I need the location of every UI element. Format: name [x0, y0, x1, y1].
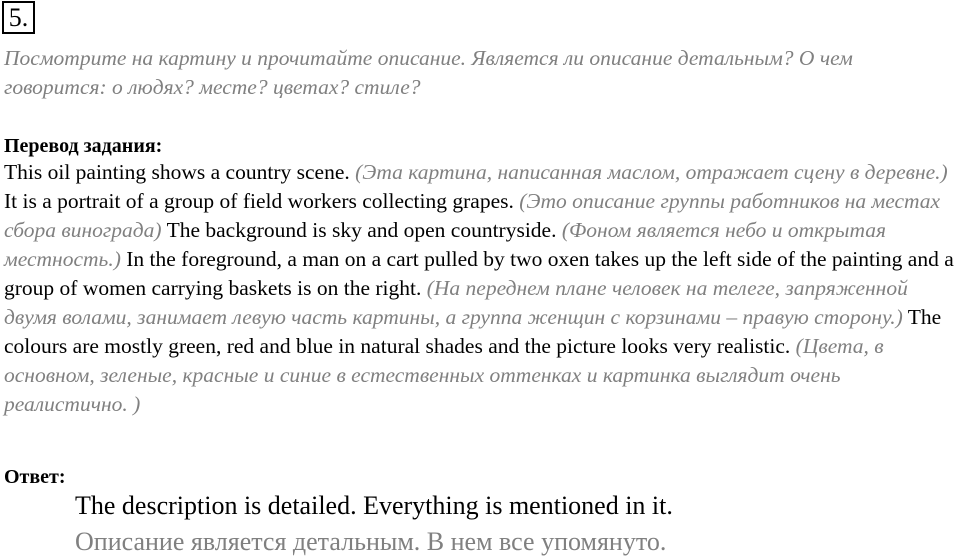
- translation-ru-4: (На переднем плане человек на телеге, запряженной двумя волами, занимает левую часть картины, а группа женщин с корзинами – правую сторону.): [4, 276, 908, 329]
- translation-en-1: This oil painting shows a country scene.: [4, 160, 356, 184]
- translation-en-2: It is a portrait of a group of field workers collecting grapes.: [4, 189, 520, 213]
- translation-heading: Перевод задания:: [4, 135, 163, 157]
- translation-ru-1: (Эта картина, написанная маслом, отражает сцену в деревне.): [355, 160, 948, 184]
- translation-ru-5: (Цвета, в основном, зеленые, красные и синие в естественных оттенках и картинка выглядит очень реалистично. ): [4, 334, 884, 416]
- task-text: Посмотрите на картину и прочитайте описание. Является ли описание детальным? О чем говорится: о людях? месте? цветах? стиле?: [4, 46, 853, 99]
- translation-ru-3: (Фоном является небо и открытая местность.): [4, 218, 887, 271]
- translation-en-5: The colours are mostly green, red and blue in natural shades and the picture looks very realistic.: [4, 305, 942, 358]
- translation-en-4: In the foreground, a man on a cart pulled by two oxen takes up the left side of the painting and a group of women carrying baskets is on the right.: [4, 247, 954, 300]
- translation-ru-2: (Это описание группы работников на местах сбора винограда): [4, 189, 941, 242]
- translation-paragraph: [4, 158, 958, 419]
- translation-en-3: The background is sky and open countryside.: [161, 218, 562, 242]
- answer-russian: Описание является детальным. В нем все упомянуто.: [75, 527, 667, 556]
- exercise-number-box: [2, 1, 35, 34]
- answer-english: The description is detailed. Everything is mentioned in it.: [75, 491, 673, 520]
- answer-heading: Ответ:: [4, 466, 66, 488]
- exercise-number: 5.: [8, 3, 29, 32]
